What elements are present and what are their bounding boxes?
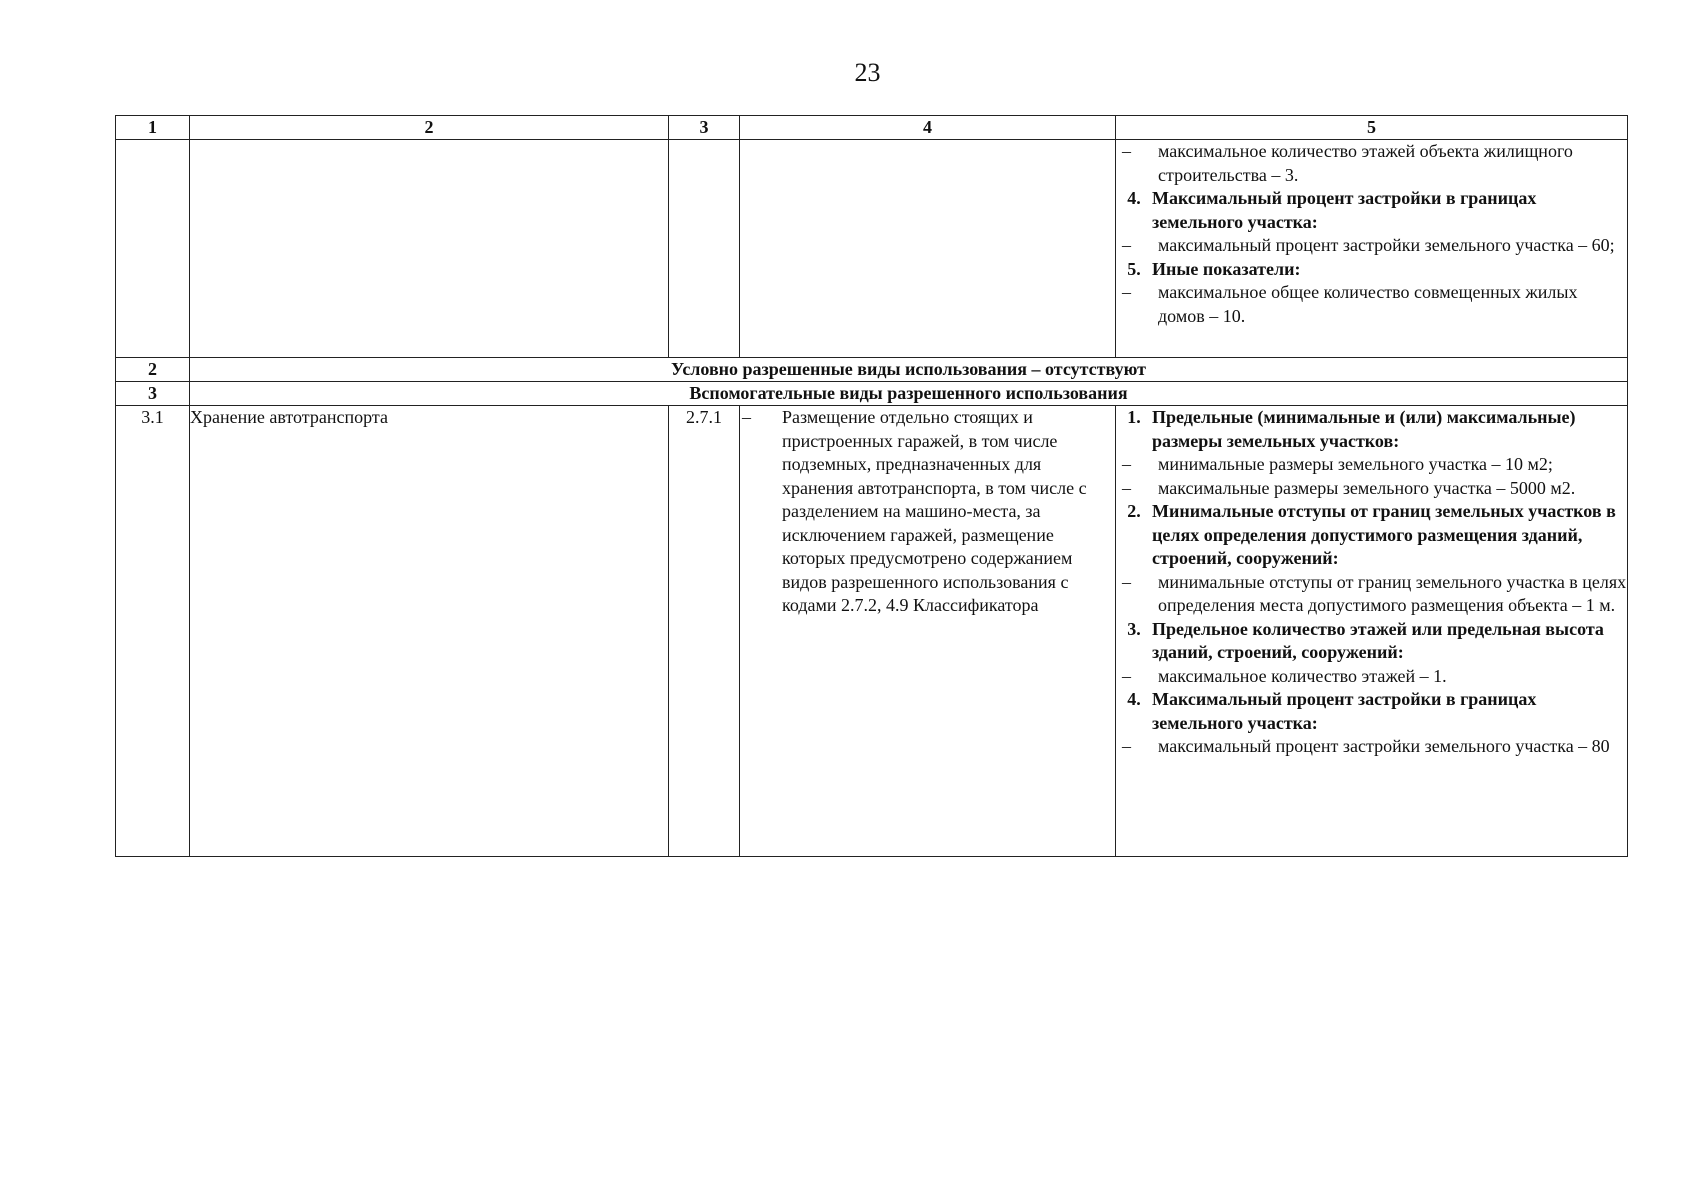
list-number: 5. (1127, 258, 1141, 279)
section-number: 3 (116, 382, 190, 406)
dash-marker: – (1122, 665, 1131, 686)
parameter-value (1116, 735, 1627, 759)
dash-marker: – (1122, 571, 1131, 592)
header-col-5: 5 (1116, 116, 1628, 140)
use-type-description: Размещение отдельно стоящих и пристроенных гаражей, в том числе подземных, предназначенных для хранения автотранспорта, в том числе с разделением на машино-места, за исключением гаражей, размещение которых предусмотрено содержанием видов разрешенного использования с кодами 2.7.2, 4.9 Классификатора (782, 407, 1087, 615)
parameter-value (1116, 234, 1627, 258)
parameter-heading (1116, 500, 1627, 571)
dash-marker: – (1122, 282, 1131, 302)
dash-marker: – (1122, 235, 1131, 255)
parameter-value (1116, 281, 1627, 328)
header-col-4: 4 (740, 116, 1116, 140)
description-item (740, 406, 1115, 618)
use-type-name: Хранение автотранспорта (190, 406, 669, 857)
list-number: 4. (1127, 689, 1141, 709)
dash-marker: – (1122, 141, 1131, 161)
parameters-cell (1116, 140, 1628, 358)
parameter-list (1116, 140, 1627, 328)
dash-marker: – (1122, 477, 1131, 498)
dash-marker: – (1122, 454, 1131, 474)
zoning-table (115, 115, 1628, 857)
parameter-text: Максимальный процент застройки в границах земельного участка: (1152, 689, 1537, 733)
parameter-value (1116, 665, 1627, 689)
list-number: 2. (1127, 501, 1141, 521)
header-col-2: 2 (190, 116, 669, 140)
cell-empty (116, 140, 190, 358)
header-row (116, 116, 1628, 140)
section-number: 2 (116, 358, 190, 382)
parameter-list (1116, 406, 1627, 759)
cell-empty (669, 140, 740, 358)
parameter-value (1116, 453, 1627, 477)
parameter-text: минимальные отступы от границ земельного участка в целях определения места допустимого размещения объекта – 1 м. (1158, 571, 1627, 615)
dash-marker: – (742, 407, 751, 427)
parameter-heading (1116, 688, 1627, 735)
parameter-heading (1116, 258, 1627, 282)
cell-empty (190, 140, 669, 358)
parameter-text: максимальное количество этажей объекта жилищного строительства – 3. (1158, 141, 1573, 185)
parameter-heading (1116, 406, 1627, 453)
parameter-text: максимальный процент застройки земельного участка – 80 (1158, 736, 1610, 756)
parameter-text: Предельные (минимальные и (или) максимальные) размеры земельных участков: (1152, 407, 1576, 451)
section-title: Условно разрешенные виды использования – отсутствуют (190, 358, 1628, 382)
section-row-auxiliary (116, 382, 1628, 406)
parameter-text: максимальный процент застройки земельного участка – 60; (1158, 235, 1615, 255)
cell-empty (740, 140, 1116, 358)
parameters-cell (1116, 406, 1628, 857)
parameter-text: максимальные размеры земельного участка – 5000 м2. (1158, 477, 1576, 498)
header-col-3: 3 (669, 116, 740, 140)
parameter-value (1116, 571, 1627, 618)
list-number: 3. (1127, 618, 1141, 639)
parameter-heading (1116, 187, 1627, 234)
list-number: 4. (1127, 188, 1141, 208)
parameter-text: Максимальный процент застройки в границах земельного участка: (1152, 188, 1537, 232)
use-type-description-cell (740, 406, 1116, 857)
parameter-text: максимальное количество этажей – 1. (1158, 665, 1447, 686)
parameter-text: максимальное общее количество совмещенных жилых домов – 10. (1158, 282, 1578, 326)
parameter-heading (1116, 618, 1627, 665)
row-number: 3.1 (116, 406, 190, 857)
parameter-text: Минимальные отступы от границ земельных участков в целях определения допустимого размещения зданий, строений, сооружений: (1152, 501, 1616, 568)
parameter-text: Иные показатели: (1152, 258, 1301, 279)
list-number: 1. (1127, 407, 1141, 427)
parameter-value (1116, 477, 1627, 501)
header-col-1: 1 (116, 116, 190, 140)
section-title: Вспомогательные виды разрешенного использования (190, 382, 1628, 406)
parameter-text: минимальные размеры земельного участка – 10 м2; (1158, 454, 1553, 474)
dash-marker: – (1122, 736, 1131, 756)
use-type-code: 2.7.1 (669, 406, 740, 857)
table-row (116, 406, 1628, 857)
section-row-conditional (116, 358, 1628, 382)
page-number: 23 (854, 58, 881, 87)
table-row-continuation (116, 140, 1628, 358)
parameter-text: Предельное количество этажей или предельная высота зданий, строений, сооружений: (1152, 618, 1604, 662)
parameter-value (1116, 140, 1627, 187)
